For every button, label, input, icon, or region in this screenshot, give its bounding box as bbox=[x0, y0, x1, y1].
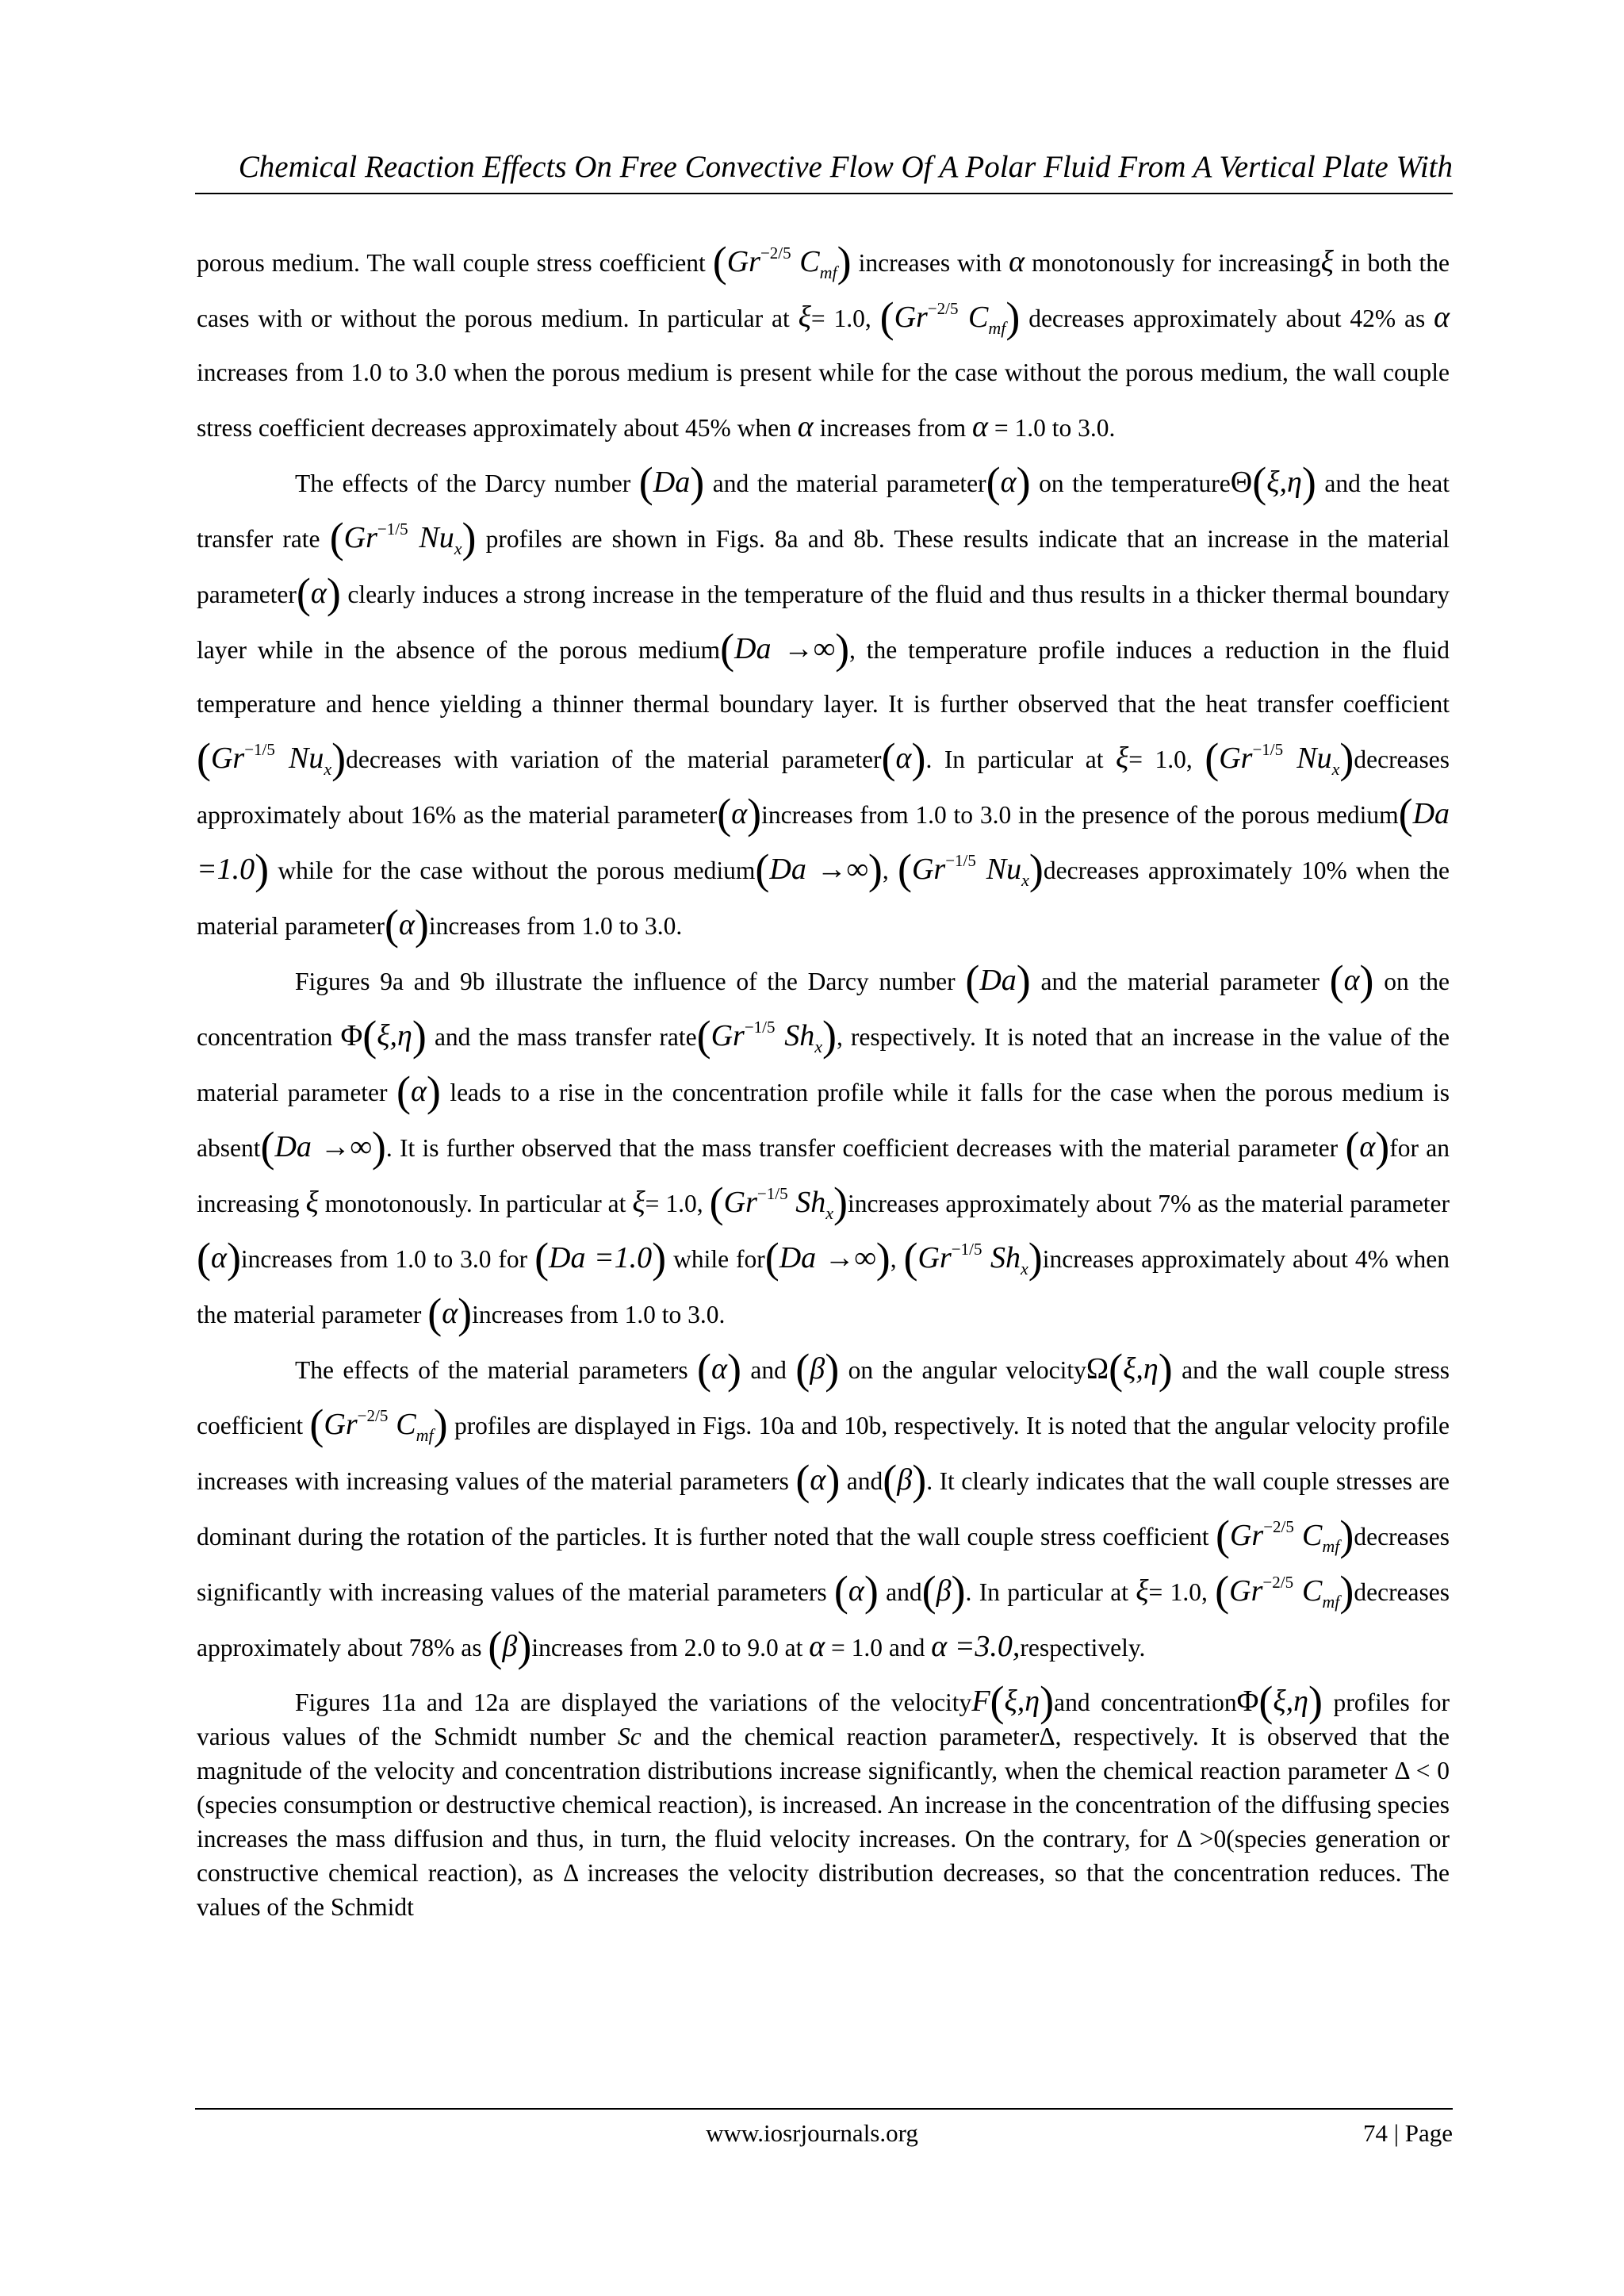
paragraph-2: The effects of the Darcy number (Da) and the material parameter(α) on the temperatureΘ(ξ,η) and the heat transfer rate ($Gr^{-1/5}$ $Nu_x$) profiles are shown in Figs. 8a and 8b. These results indicate that an increase in the material parameter(α) clearly induces a strong increase in the temperature of the fluid and thus results in a thicker thermal boundary layer while in the absence of the porous medium(Da →∞), the temperature profile induces a reduction in the fluid temperature and hence yielding a thinner thermal boundary layer. It is further observed that the heat transfer coefficient ($Gr^{-1/5}$ $Nu_x)decreases$ with variation of the material parameter(α). In particular at ξ= 1.0, ($Gr^{-1/5}$ $Nu_x)decreases$ approximately about 16% as the material parameter(α)increases from 1.0 to 3.0 in the presence of the porous medium(Da =1.0) while for the case without the porous medium(Da →∞), ($Gr^{-1/5}$ $Nu_x)decreases$ approximately 10% when the material parameter(α)increases from 1.0 to 3.0. bbox=[197, 458, 1450, 949]
page-number: 74 | Page bbox=[1363, 2119, 1453, 2147]
paragraph-3: Figures 9a and 9b illustrate the influence of the Darcy number (Da) and the material parameter (α) on the concentration Φ(ξ,η) and the mass transfer $rate(Gr^{-1/5}$ $Sh_x$), respectively. It is noted that an increase in the value of the material parameter (α) leads to a rise in the concentration profile while it falls for the case when the porous medium is absent(Da →∞). It is further observed that the mass transfer coefficient decreases with the material parameter (α)for an increasing ξ monotonously. In particular at ξ= 1.0, ($Gr^{-1/5}$ $Sh_x)increases$ approximately about 7% as the material parameter (α)increases from 1.0 to 3.0 for (Da =1.0) while for(Da →∞), ($Gr^{-1/5}$ $Sh_x)increases$ approximately about 4% when the material parameter (α)increases from 1.0 to 3.0. bbox=[197, 956, 1450, 1337]
running-header: Chemical Reaction Effects On Free Convective Flow Of A Polar Fluid From A Vertical Plate With bbox=[238, 150, 1453, 184]
footer-site: www.iosrjournals.org bbox=[706, 2119, 918, 2147]
footer-rule bbox=[195, 2108, 1453, 2110]
paragraph-5: Figures 11a and 12a are displayed the variations of the velocityF(ξ,η)and concentrationΦ(ξ,η) profiles for various values of the Schmidt number Sc and the chemical reaction parameterΔ, respectively. It is observed that the magnitude of the velocity and concentration distributions increase significantly, when the chemical reaction parameter Δ < 0 (species consumption or destructive chemical reaction), is increased. An increase in the concentration of the diffusing species increases the mass diffusion and thus, in turn, the fluid velocity increases. On the contrary, for Δ >0(species generation or constructive chemical reaction), as Δ increases the velocity distribution decreases, so that the concentration reduces. The values of the Schmidt bbox=[197, 1677, 1450, 1921]
paragraph-1: porous medium. The wall couple stress coefficient ($Gr^{-2/5}$ $C_{mf}$) increases with α monotonously for increasingξ in both the cases with or without the porous medium. In particular at ξ= 1.0, ($Gr^{-2/5}$ $C_{mf}$) decreases approximately about 42% as α increases from 1.0 to 3.0 when the porous medium is present while for the case without the porous medium, the wall couple stress coefficient decreases approximately about 45% when α increases from α = 1.0 to 3.0. bbox=[197, 238, 1450, 443]
math-cmf: ($Gr^{-2/5}$ $C_{mf}$) bbox=[879, 293, 1021, 341]
math-cmf: ($Gr^{-2/5}$ $C_{mf}$) bbox=[712, 238, 852, 286]
paragraph-4: The effects of the material parameters (α) and (β) on the angular velocityΩ(ξ,η) and the wall couple stress coefficient ($Gr^{-2/5}$ $C_{mf}$) profiles are displayed in Figs. 10a and 10b, respectively. It is noted that the angular velocity profile increases with increasing values of the material parameters (α) and(β). It clearly indicates that the wall couple stresses are dominant during the rotation of the particles. It is further noted that the wall couple stress coefficient ($Gr^{-2/5}$ $C_{mf})decreases$ significantly with increasing values of the material parameters (α) and(β). In particular at ξ= 1.0, ($Gr^{-2/5}$ $C_{mf})decreases$ approximately about 78% as (β)increases from 2.0 to 9.0 at α = 1.0 and α =3.0,respectively. bbox=[197, 1345, 1450, 1670]
header-rule bbox=[195, 193, 1453, 194]
body-text bbox=[197, 235, 1450, 1924]
